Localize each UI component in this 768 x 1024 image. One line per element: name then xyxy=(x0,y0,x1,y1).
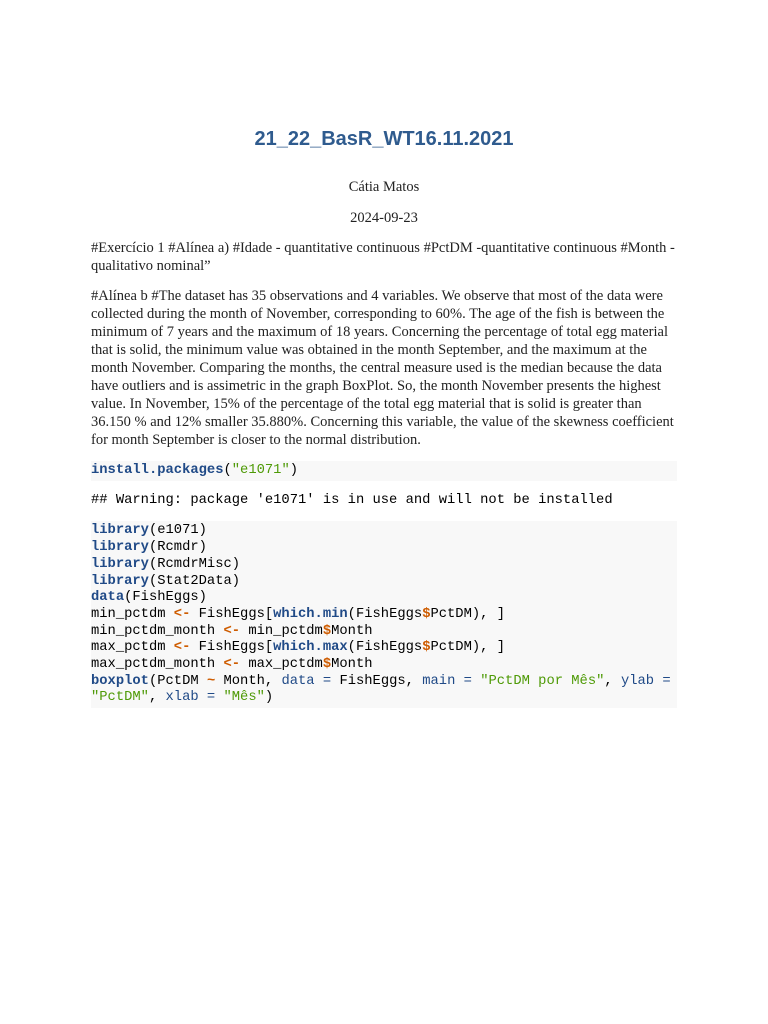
code-argument: data xyxy=(281,673,315,689)
code-function: which.max xyxy=(273,640,348,656)
code-text: (Stat2Data) xyxy=(148,573,241,589)
code-text: FishEggs[ xyxy=(190,606,274,622)
code-text: max_pctdm xyxy=(240,657,323,673)
code-argument: main xyxy=(422,673,456,689)
code-function: which.min xyxy=(273,606,348,622)
code-operator: ~ xyxy=(206,673,216,689)
code-block-install xyxy=(91,461,677,481)
code-operator: <- xyxy=(173,606,191,622)
code-string: "PctDM" xyxy=(91,690,149,706)
code-function: boxplot xyxy=(91,673,149,689)
code-function: library xyxy=(91,523,149,539)
code-text: max_pctdm_month xyxy=(91,657,224,673)
code-operator: = xyxy=(314,673,340,689)
paragraph-alinea-b: #Alínea b #The dataset has 35 observations and 4 variables. We observe that most of the data were collected during the month of November, corresponding to 60%. The age of the fish is between the minimum of 7 years and the maximum of 18 years. Concerning the percentage of total egg material that is solid, the minimum value was obtained in the month September, and the maximum at the month November. Comparing the months, the central measure used is the median because the data have outliers and is assimetric in the graph BoxPlot. So, the month November presents the highest value. In November, 15% of the percentage of the total egg material that is solid is greater than 36.150 % and 12% smaller 35.880%. Concerning this variable, the value of the skewness coefficient for month September is closer to the normal distribution. xyxy=(91,288,674,448)
document-title: 21_22_BasR_WT16.11.2021 xyxy=(254,128,514,150)
code-operator: = xyxy=(198,690,224,706)
paragraph-exercise-1: #Exercício 1 #Alínea a) #Idade - quantitative continuous #PctDM -quantitative continuous #Month - qualitativo nominal” xyxy=(91,240,675,274)
code-text: PctDM), ] xyxy=(430,606,505,622)
code-operator: = xyxy=(654,673,679,689)
code-text: Month, xyxy=(215,673,282,689)
code-function: data xyxy=(91,590,125,606)
code-text: (FishEggs xyxy=(347,606,423,622)
code-text: , xyxy=(148,690,166,706)
code-operator: $ xyxy=(322,623,332,639)
code-text: , xyxy=(604,673,621,689)
code-text: PctDM), ] xyxy=(430,640,505,656)
code-output-warning: ## Warning: package 'e1071' is in use and will not be installed xyxy=(91,492,613,508)
code-operator: $ xyxy=(422,606,431,622)
code-string: "Mês" xyxy=(223,690,265,706)
code-function: library xyxy=(91,573,149,589)
document-date: 2024-09-23 xyxy=(350,210,418,226)
code-string: "e1071" xyxy=(231,463,290,478)
code-function: install.packages xyxy=(91,463,224,478)
code-argument: ylab xyxy=(620,673,655,689)
code-text: min_pctdm_month xyxy=(91,623,224,639)
code-text: (RcmdrMisc) xyxy=(148,556,241,572)
code-text: (PctDM xyxy=(148,673,207,689)
code-text: Month xyxy=(331,657,373,673)
code-operator: <- xyxy=(223,657,241,673)
code-text: max_pctdm xyxy=(91,640,174,656)
code-string: "PctDM por Mês" xyxy=(480,673,605,689)
code-argument: xlab xyxy=(165,690,199,706)
code-block-analysis xyxy=(91,521,677,708)
code-function: library xyxy=(91,540,149,556)
code-operator: $ xyxy=(422,640,431,656)
code-text: min_pctdm xyxy=(240,623,323,639)
code-text: ( xyxy=(223,463,232,478)
code-text: (e1071) xyxy=(148,523,207,539)
code-text: ) xyxy=(289,463,299,478)
code-text: FishEggs, xyxy=(339,673,423,689)
code-operator: <- xyxy=(173,640,191,656)
code-text: (FishEggs) xyxy=(124,590,207,606)
code-text: (FishEggs xyxy=(347,640,423,656)
document-author: Cátia Matos xyxy=(348,179,420,195)
code-operator: $ xyxy=(322,657,332,673)
code-function: library xyxy=(91,556,149,572)
code-operator: = xyxy=(455,673,481,689)
code-text: Month xyxy=(331,623,373,639)
code-operator: <- xyxy=(223,623,241,639)
code-text: FishEggs[ xyxy=(190,640,274,656)
code-text: min_pctdm xyxy=(91,606,174,622)
code-text: ) xyxy=(264,690,274,706)
code-text: (Rcmdr) xyxy=(148,540,207,556)
